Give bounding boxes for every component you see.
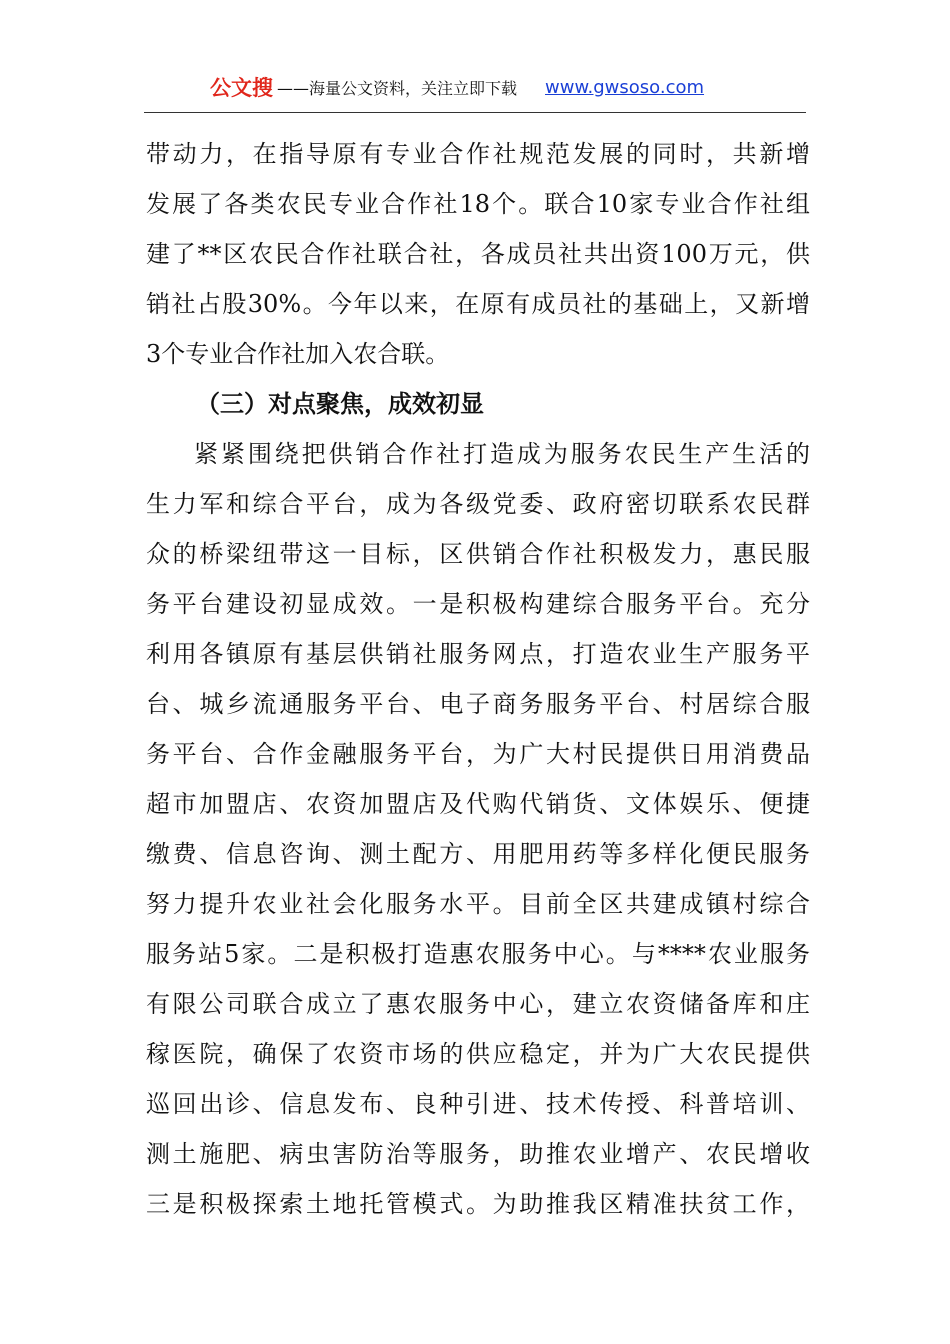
paragraph-line: 超市加盟店、农资加盟店及代购代销货、文体娱乐、便捷 xyxy=(146,790,810,818)
header-divider xyxy=(144,112,806,113)
paragraph-line: 巡回出诊、信息发布、良种引进、技术传授、科普培训、 xyxy=(146,1090,810,1118)
section-heading: （三）对点聚焦，成效初显 xyxy=(196,389,484,418)
paragraph-line: 三是积极探索土地托管模式。为助推我区精准扶贫工作， xyxy=(146,1190,810,1218)
paragraph-line: 销社占股30%。今年以来，在原有成员社的基础上，又新增 xyxy=(146,290,810,318)
paragraph-line: 发展了各类农民专业合作社18个。联合10家专业合作社组 xyxy=(146,190,810,218)
paragraph-line: 3个专业合作社加入农合联。 xyxy=(146,340,450,368)
page-header xyxy=(210,72,704,102)
paragraph-line: 服务站5家。二是积极打造惠农服务中心。与****农业服务 xyxy=(146,940,810,968)
paragraph-line: 有限公司联合成立了惠农服务中心，建立农资储备库和庄 xyxy=(146,990,810,1018)
paragraph-line: 稼医院，确保了农资市场的供应稳定，并为广大农民提供 xyxy=(146,1040,810,1068)
paragraph-line: 利用各镇原有基层供销社服务网点，打造农业生产服务平 xyxy=(146,640,810,668)
paragraph-line: 努力提升农业社会化服务水平。目前全区共建成镇村综合 xyxy=(146,890,810,918)
paragraph-line: 测土施肥、病虫害防治等服务，助推农业增产、农民增收 xyxy=(146,1140,810,1168)
paragraph-line: 众的桥梁纽带这一目标，区供销合作社积极发力，惠民服 xyxy=(146,540,810,568)
paragraph-line: 建了**区农民合作社联合社，各成员社共出资100万元，供 xyxy=(146,240,810,268)
paragraph-line: 生力军和综合平台，成为各级党委、政府密切联系农民群 xyxy=(146,490,810,518)
paragraph-line: 带动力，在指导原有专业合作社规范发展的同时，共新增 xyxy=(146,140,810,168)
paragraph-line: 务平台、合作金融服务平台，为广大村民提供日用消费品 xyxy=(146,740,810,768)
paragraph-line: 缴费、信息咨询、测土配方、用肥用药等多样化便民服务 xyxy=(146,840,810,868)
header-tagline: ——海量公文资料，关注立即下载 xyxy=(277,78,518,98)
paragraph-line: 台、城乡流通服务平台、电子商务服务平台、村居综合服 xyxy=(146,690,810,718)
site-link[interactable]: www.gwsoso.com xyxy=(545,76,705,98)
brand-logo-text[interactable]: 公文搜 xyxy=(210,76,273,100)
paragraph-line: 务平台建设初显成效。一是积极构建综合服务平台。充分 xyxy=(146,590,810,618)
paragraph-line: 紧紧围绕把供销合作社打造成为服务农民生产生活的 xyxy=(194,440,810,468)
